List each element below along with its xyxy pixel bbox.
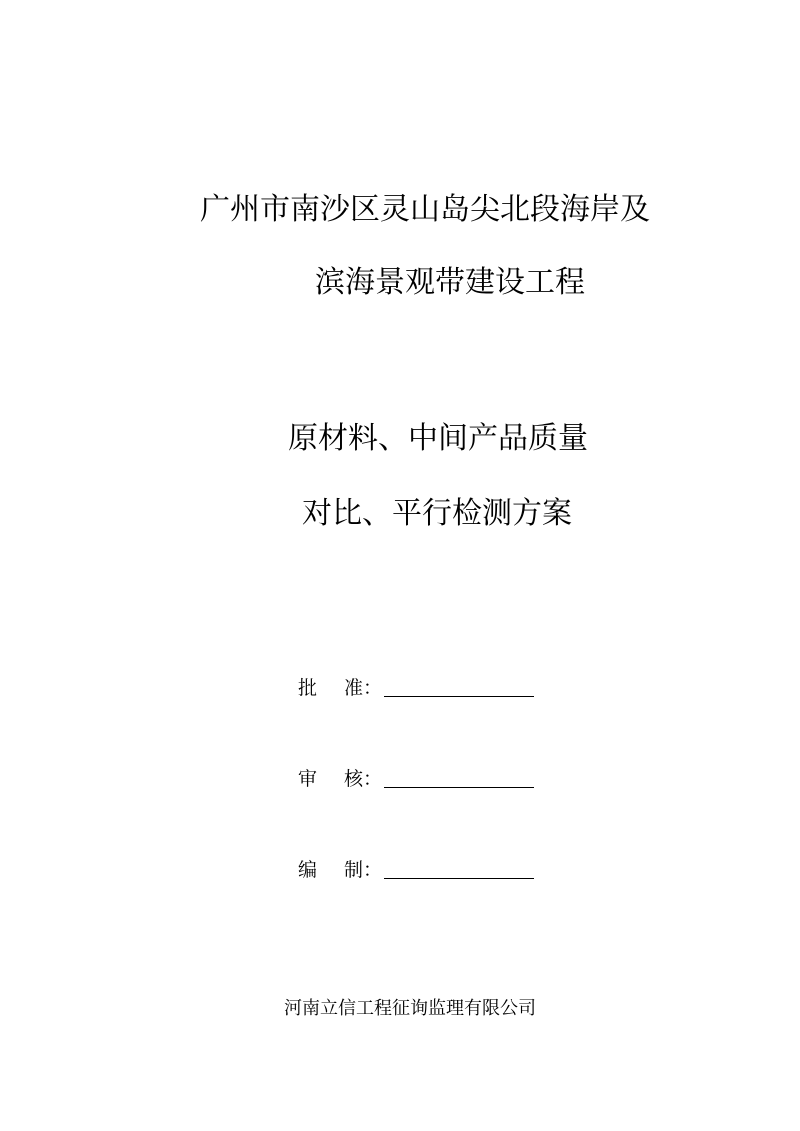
approval-label-char-1: 批 [298,677,318,699]
review-label [298,767,384,791]
compile-signature-blank [384,877,534,879]
approval-label-char-2: 准： [344,677,383,699]
approval-signature-blank [384,695,534,697]
review-label-char-1: 审 [298,768,318,790]
document-subtitle-line-2: 对比、平行检测方案 [302,496,572,531]
company-name: 河南立信工程征询监理有限公司 [284,998,536,1019]
compile-label [298,858,384,882]
compile-label-char-2: 制： [344,859,383,881]
review-signature-row [298,761,534,791]
compile-label-char-1: 编 [298,859,318,881]
project-title-line-1: 广州市南沙区灵山岛尖北段海岸及 [200,192,650,227]
review-signature-blank [384,786,534,788]
compile-signature-row [298,852,534,882]
project-title-line-2: 滨海景观带建设工程 [315,265,585,300]
approval-signature-row [298,670,534,700]
document-subtitle-line-1: 原材料、中间产品质量 [288,421,588,456]
approval-label [298,676,384,700]
review-label-char-2: 核： [344,768,383,790]
